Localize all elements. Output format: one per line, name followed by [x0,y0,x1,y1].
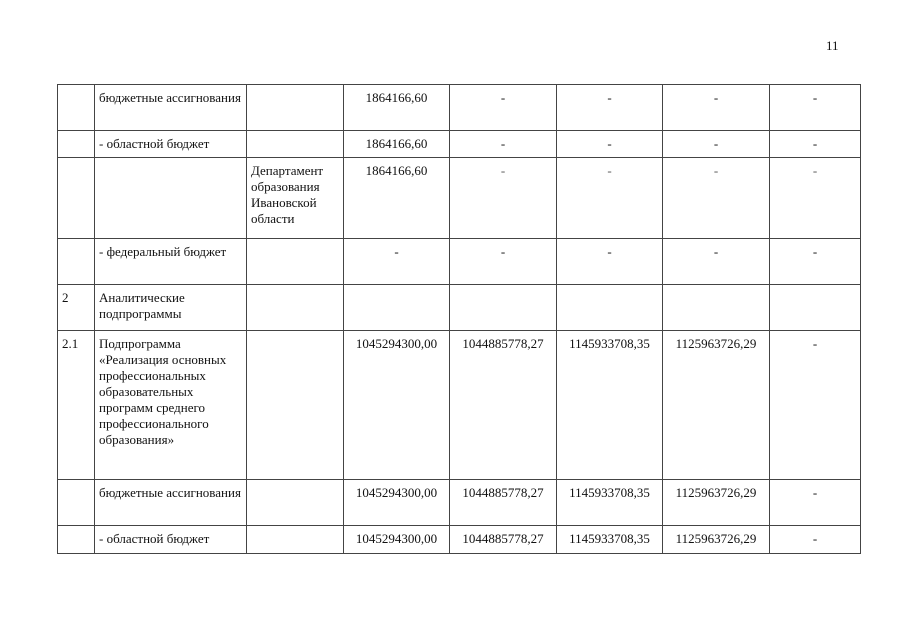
row-value [770,285,861,331]
row-value: 1125963726,29 [663,480,770,526]
row-value: - [770,480,861,526]
row-value: - [450,239,557,285]
row-code [58,131,95,158]
row-value: 1045294300,00 [344,480,450,526]
row-code: 2 [58,285,95,331]
row-name: - областной бюджет [95,526,247,554]
table-row [58,85,861,131]
row-code [58,158,95,239]
row-value: - [770,85,861,131]
row-value: 1044885778,27 [450,331,557,480]
table-row [58,131,861,158]
table-row [58,239,861,285]
row-value: - [344,239,450,285]
table-row [58,158,861,239]
row-executor [247,480,344,526]
row-executor [247,131,344,158]
table-row [58,331,861,480]
row-code [58,526,95,554]
row-executor [247,285,344,331]
table-row [58,526,861,554]
row-code [58,239,95,285]
row-value: 1864166,60 [344,158,450,239]
row-value: 1044885778,27 [450,526,557,554]
row-code [58,480,95,526]
row-value: - [557,131,663,158]
row-value: - [663,239,770,285]
row-value: - [450,131,557,158]
row-value: - [450,85,557,131]
table-row [58,285,861,331]
row-value: - [557,239,663,285]
row-value: - [770,239,861,285]
row-value: 1145933708,35 [557,526,663,554]
row-code: 2.1 [58,331,95,480]
row-executor: Департамент образования Ивановской области [247,158,344,239]
row-name: - федеральный бюджет [95,239,247,285]
row-name [95,158,247,239]
row-executor [247,239,344,285]
row-value: - [663,158,770,239]
budget-table [57,84,861,554]
row-value: - [663,85,770,131]
row-value: - [770,158,861,239]
row-value: 1044885778,27 [450,480,557,526]
row-value: 1864166,60 [344,131,450,158]
row-name: Подпрограмма «Реализация основных профессиональных образовательных программ среднего профессионального образования» [95,331,247,480]
row-executor [247,85,344,131]
row-value: 1045294300,00 [344,526,450,554]
row-value: - [557,158,663,239]
row-value: - [663,131,770,158]
row-executor [247,526,344,554]
row-value [344,285,450,331]
row-value: - [770,131,861,158]
row-value: - [557,85,663,131]
row-value: 1125963726,29 [663,526,770,554]
row-value: 1864166,60 [344,85,450,131]
row-value [557,285,663,331]
row-name: Аналитические подпрограммы [95,285,247,331]
row-value: 1045294300,00 [344,331,450,480]
row-value [663,285,770,331]
row-value [450,285,557,331]
row-name: - областной бюджет [95,131,247,158]
page-number: 11 [826,38,839,53]
row-value: 1145933708,35 [557,331,663,480]
table-row [58,480,861,526]
row-value: - [770,331,861,480]
row-code [58,85,95,131]
row-value: 1125963726,29 [663,331,770,480]
row-name: бюджетные ассигнования [95,85,247,131]
row-value: - [770,526,861,554]
row-executor [247,331,344,480]
row-name: бюджетные ассигнования [95,480,247,526]
row-value: 1145933708,35 [557,480,663,526]
row-value: - [450,158,557,239]
